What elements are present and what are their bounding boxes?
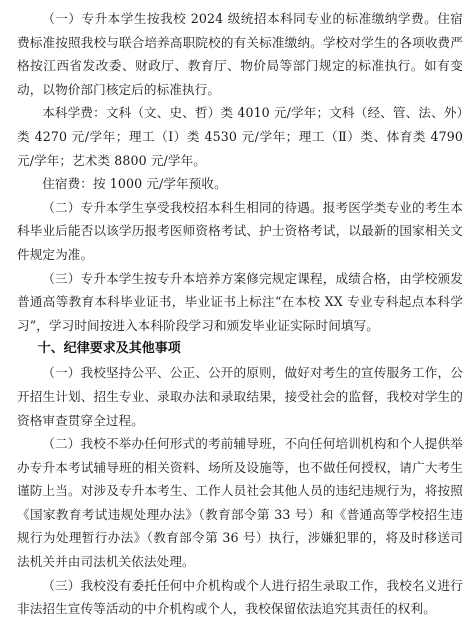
tuition-fees-paragraph: 本科学费：文科（文、史、哲）类 4010 元/学年；文科（经、管、法、外）类 4270 元/学年；理工（Ⅰ）类 4530 元/学年；理工（Ⅱ）类、体育类 4790 元/学年；艺术类 8800 元/学年。	[17, 105, 463, 168]
fairness-principle-paragraph: （一）我校坚持公平、公正、公开的原则，做好对考生的宣传服务工作，公开招生计划、招生专业、录取办法和录取结果，接受社会的监督，我校对学生的资格审查贯穿全过程。	[17, 365, 463, 428]
section-heading-discipline: 十、纪律要求及其他事项	[37, 341, 181, 357]
no-agency-paragraph: （三）我校没有委托任何中介机构或个人进行招生录取工作，我校名义进行非法招生宣传等活动的中介机构或个人，我校保留依法追究其责任的权利。	[17, 577, 463, 617]
no-tutoring-paragraph: （二）我校不举办任何形式的考前辅导班，不向任何培训机构和个人提供举办专升本考试辅导班的相关资料、场所及设施等，也不做任何授权，请广大考生谨防上当。对涉及专升本考生、工作人员社会其他人员的违纪违规行为，将按照《国家教育考试违规处理办法》（教育部令第 33 号）和《普通高等学校招生违规行为处理暂行办法》（教育部令第 36 号）执行，涉嫌犯罪的，将及时移送司法机关并由司法机关依法处理。	[17, 436, 463, 570]
graduation-certificate-paragraph: （三）专升本学生按专升本培养方案修完规定课程，成绩合格，由学校颁发普通高等教育本科毕业证书，毕业证书上标注“在本校 XX 专业专科起点本科学习”，学习时间按进入本科阶段学习和颁发毕业证实际时间填写。	[17, 270, 463, 333]
fee-standard-paragraph: （一）专升本学生按我校 2024 级统招本科同专业的标准缴纳学费。住宿费标准按照我校与联合培养高职院校的有关标准缴纳。学校对学生的各项收费严格按江西省发改委、财政厅、教育厅、物价局等部门规定的标准执行。如有变动，以物价部门核定后的标准执行。	[17, 11, 463, 97]
student-treatment-paragraph: （二）专升本学生享受我校招本科生相同的待遇。报考医学类专业的考生本科毕业后能否以该学历报考医师资格考试、护士资格考试，以最新的国家相关文件规定为准。	[17, 199, 463, 262]
accommodation-fee-paragraph: 住宿费：按 1000 元/学年预收。	[42, 176, 227, 192]
